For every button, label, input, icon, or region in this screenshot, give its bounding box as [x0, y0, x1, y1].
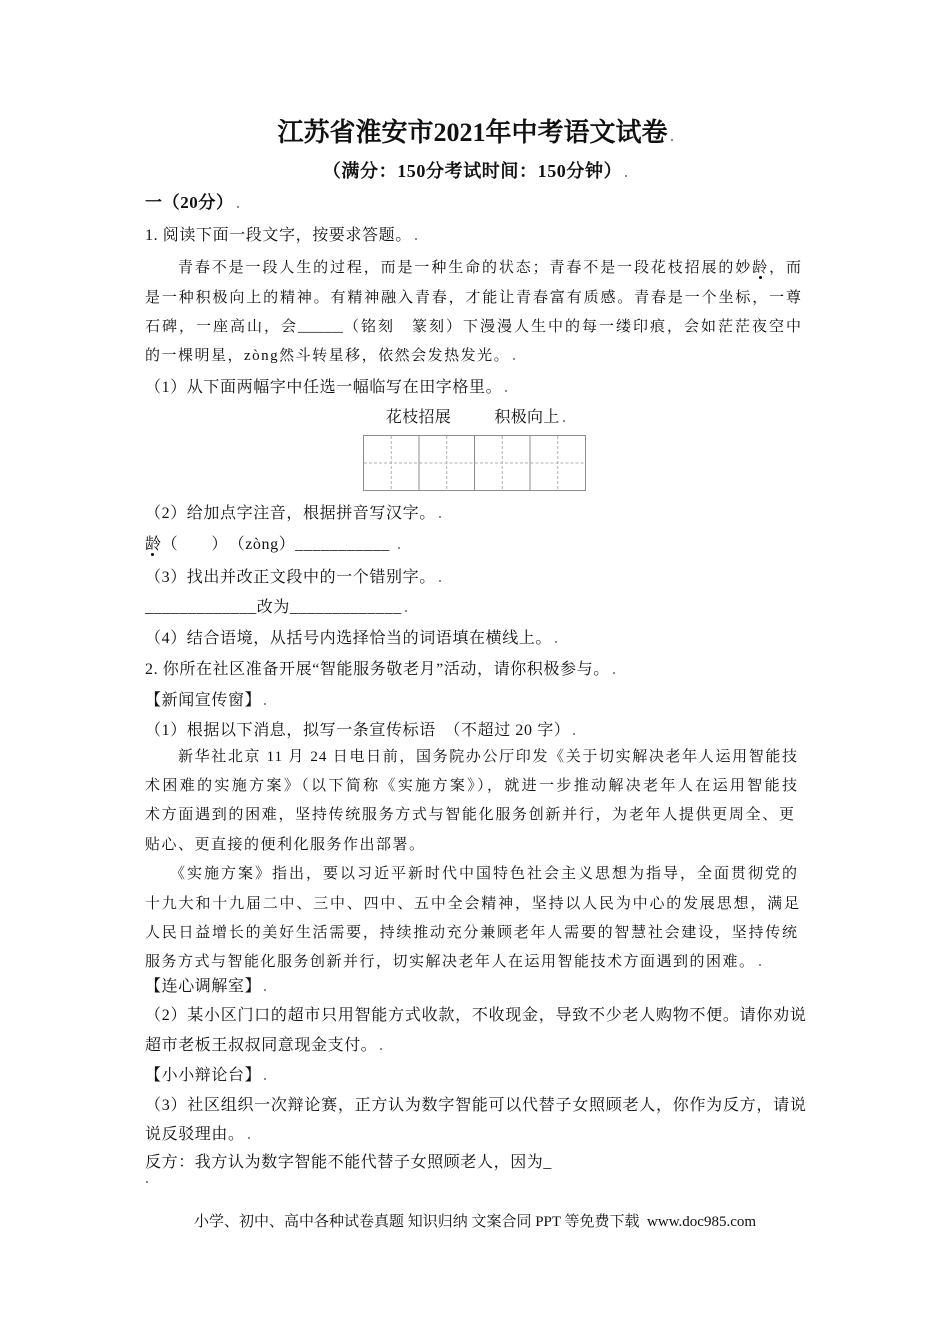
tianzige-cell: [419, 436, 475, 491]
tianzige-cell: [364, 436, 420, 491]
plan-line-3: 人民日益增长的美好生活需要，持续推动充分兼顾老年人需要的智慧社会建设，坚持传统: [145, 925, 798, 941]
q2-sub2-line-2: 超市老板王叔叔同意现金支付。: [145, 1031, 382, 1061]
exam-subtitle: （满分：150分考试时间：150分钟）: [0, 156, 950, 186]
plan-line-4: 服务方式与智能化服务创新并行，切实解决老年人在运用智能技术方面遇到的困难。: [145, 947, 761, 977]
copy-option-a: 花枝招展: [385, 409, 452, 426]
q1-sub4-prompt: （4）结合语境，从括号内选择恰当的词语填在横线上。: [145, 624, 557, 654]
news-line-2: 术困难的实施方案》（以下简称《实施方案》），就进一步推动解决老年人在运用智能技: [145, 778, 798, 794]
question-1-prompt: 1. 阅读下面一段文字，按要求答题。: [145, 221, 417, 251]
passage-line-1: [178, 253, 802, 283]
passage-text: ，而: [769, 260, 802, 276]
mediation-heading: 【连心调解室】: [145, 972, 266, 1002]
answer-blanks: （ ） （zòng）___________: [161, 536, 390, 553]
news-line-3: 术方面遇到的困难，坚持传统服务方式与智能化服务创新并行，为老年人提供更周全、更: [145, 807, 795, 823]
passage-line-4: 的一棵明星，zòng然斗转星移，依然会发热发光。: [145, 341, 515, 371]
debate-heading: 【小小辩论台】: [145, 1061, 266, 1091]
plan-line-1: 《实施方案》指出，要以习近平新时代中国特色社会主义思想为指导，全面贯彻党的: [170, 866, 798, 882]
tianzige-grid: [363, 435, 587, 492]
paragraph-mark: [146, 1181, 148, 1183]
exam-title: 江苏省淮安市2021年中考语文试卷: [0, 113, 950, 153]
passage-line-3: [145, 312, 802, 342]
emphasized-character: 龄: [145, 536, 162, 553]
fill-in-blank: ______: [298, 319, 343, 335]
passage-text: 青春不是一段人生的过程，而是一种生命的状态；青春不是一段花枝招展的妙: [178, 260, 753, 276]
q1-sub2-answer-line: [145, 530, 400, 560]
question-2-prompt: 2. 你所在社区准备开展“智能服务敬老月”活动，请你积极参与。: [145, 655, 615, 685]
q2-sub3-line-1: （3）社区组织一次辩论赛，正方认为数字智能可以代替子女照顾老人，你作为反方，请说: [145, 1097, 806, 1114]
rebuttal-answer-line: 反方：我方认为数字智能不能代替子女照顾老人，因为_: [145, 1154, 553, 1171]
q1-sub3-answer-line: _____________改为_____________: [145, 593, 407, 623]
emphasized-character: 龄: [752, 260, 770, 276]
passage-text: （铭刻 篆刻）下漫漫人生中的每一缕印痕，会如茫茫夜空中: [343, 319, 802, 335]
page-footer: 小学、初中、高中各种试卷真题 知识归纳 文案合同 PPT 等免费下载 www.doc985.com: [193, 1214, 757, 1230]
news-window-heading: 【新闻宣传窗】: [145, 686, 266, 716]
q2-sub2-line-1: （2）某小区门口的超市只用智能方式收款，不收现金，导致不少老人购物不便。请你劝说: [145, 1007, 806, 1024]
q2-sub1-prompt: （1）根据以下消息，拟写一条宣传标语 （不超过 20 字）: [145, 716, 575, 746]
q2-sub3-line-2: 说反驳理由。: [145, 1120, 250, 1150]
news-line-1: 新华社北京 11 月 24 日电日前，国务院办公厅印发《关于切实解决老年人运用智能技: [178, 749, 798, 765]
tianzige-cell: [475, 436, 531, 491]
passage-text: 石碑，一座高山，会: [145, 319, 298, 335]
plan-line-2: 十九大和十九届二中、三中、四中、五中全会精神，坚持以人民为中心的发展思想，满足: [145, 896, 800, 912]
copy-option-b: 积极向上: [474, 403, 585, 433]
q1-sub1-prompt: （1）从下面两幅字中任选一幅临写在田字格里。: [145, 373, 507, 403]
section-heading: 一（20分）: [145, 188, 239, 218]
q1-sub2-prompt: （2）给加点字注音，根据拼音写汉字。: [145, 499, 441, 529]
passage-line-2: 是一种积极向上的精神。有精神融入青春，才能让青春富有质感。青春是一个坐标，一尊: [145, 290, 802, 306]
q1-sub3-prompt: （3）找出并改正文段中的一个错别字。: [145, 563, 441, 593]
news-line-4: 贴心、更直接的便利化服务作出部署。: [145, 837, 426, 853]
tianzige-cell: [530, 436, 586, 491]
